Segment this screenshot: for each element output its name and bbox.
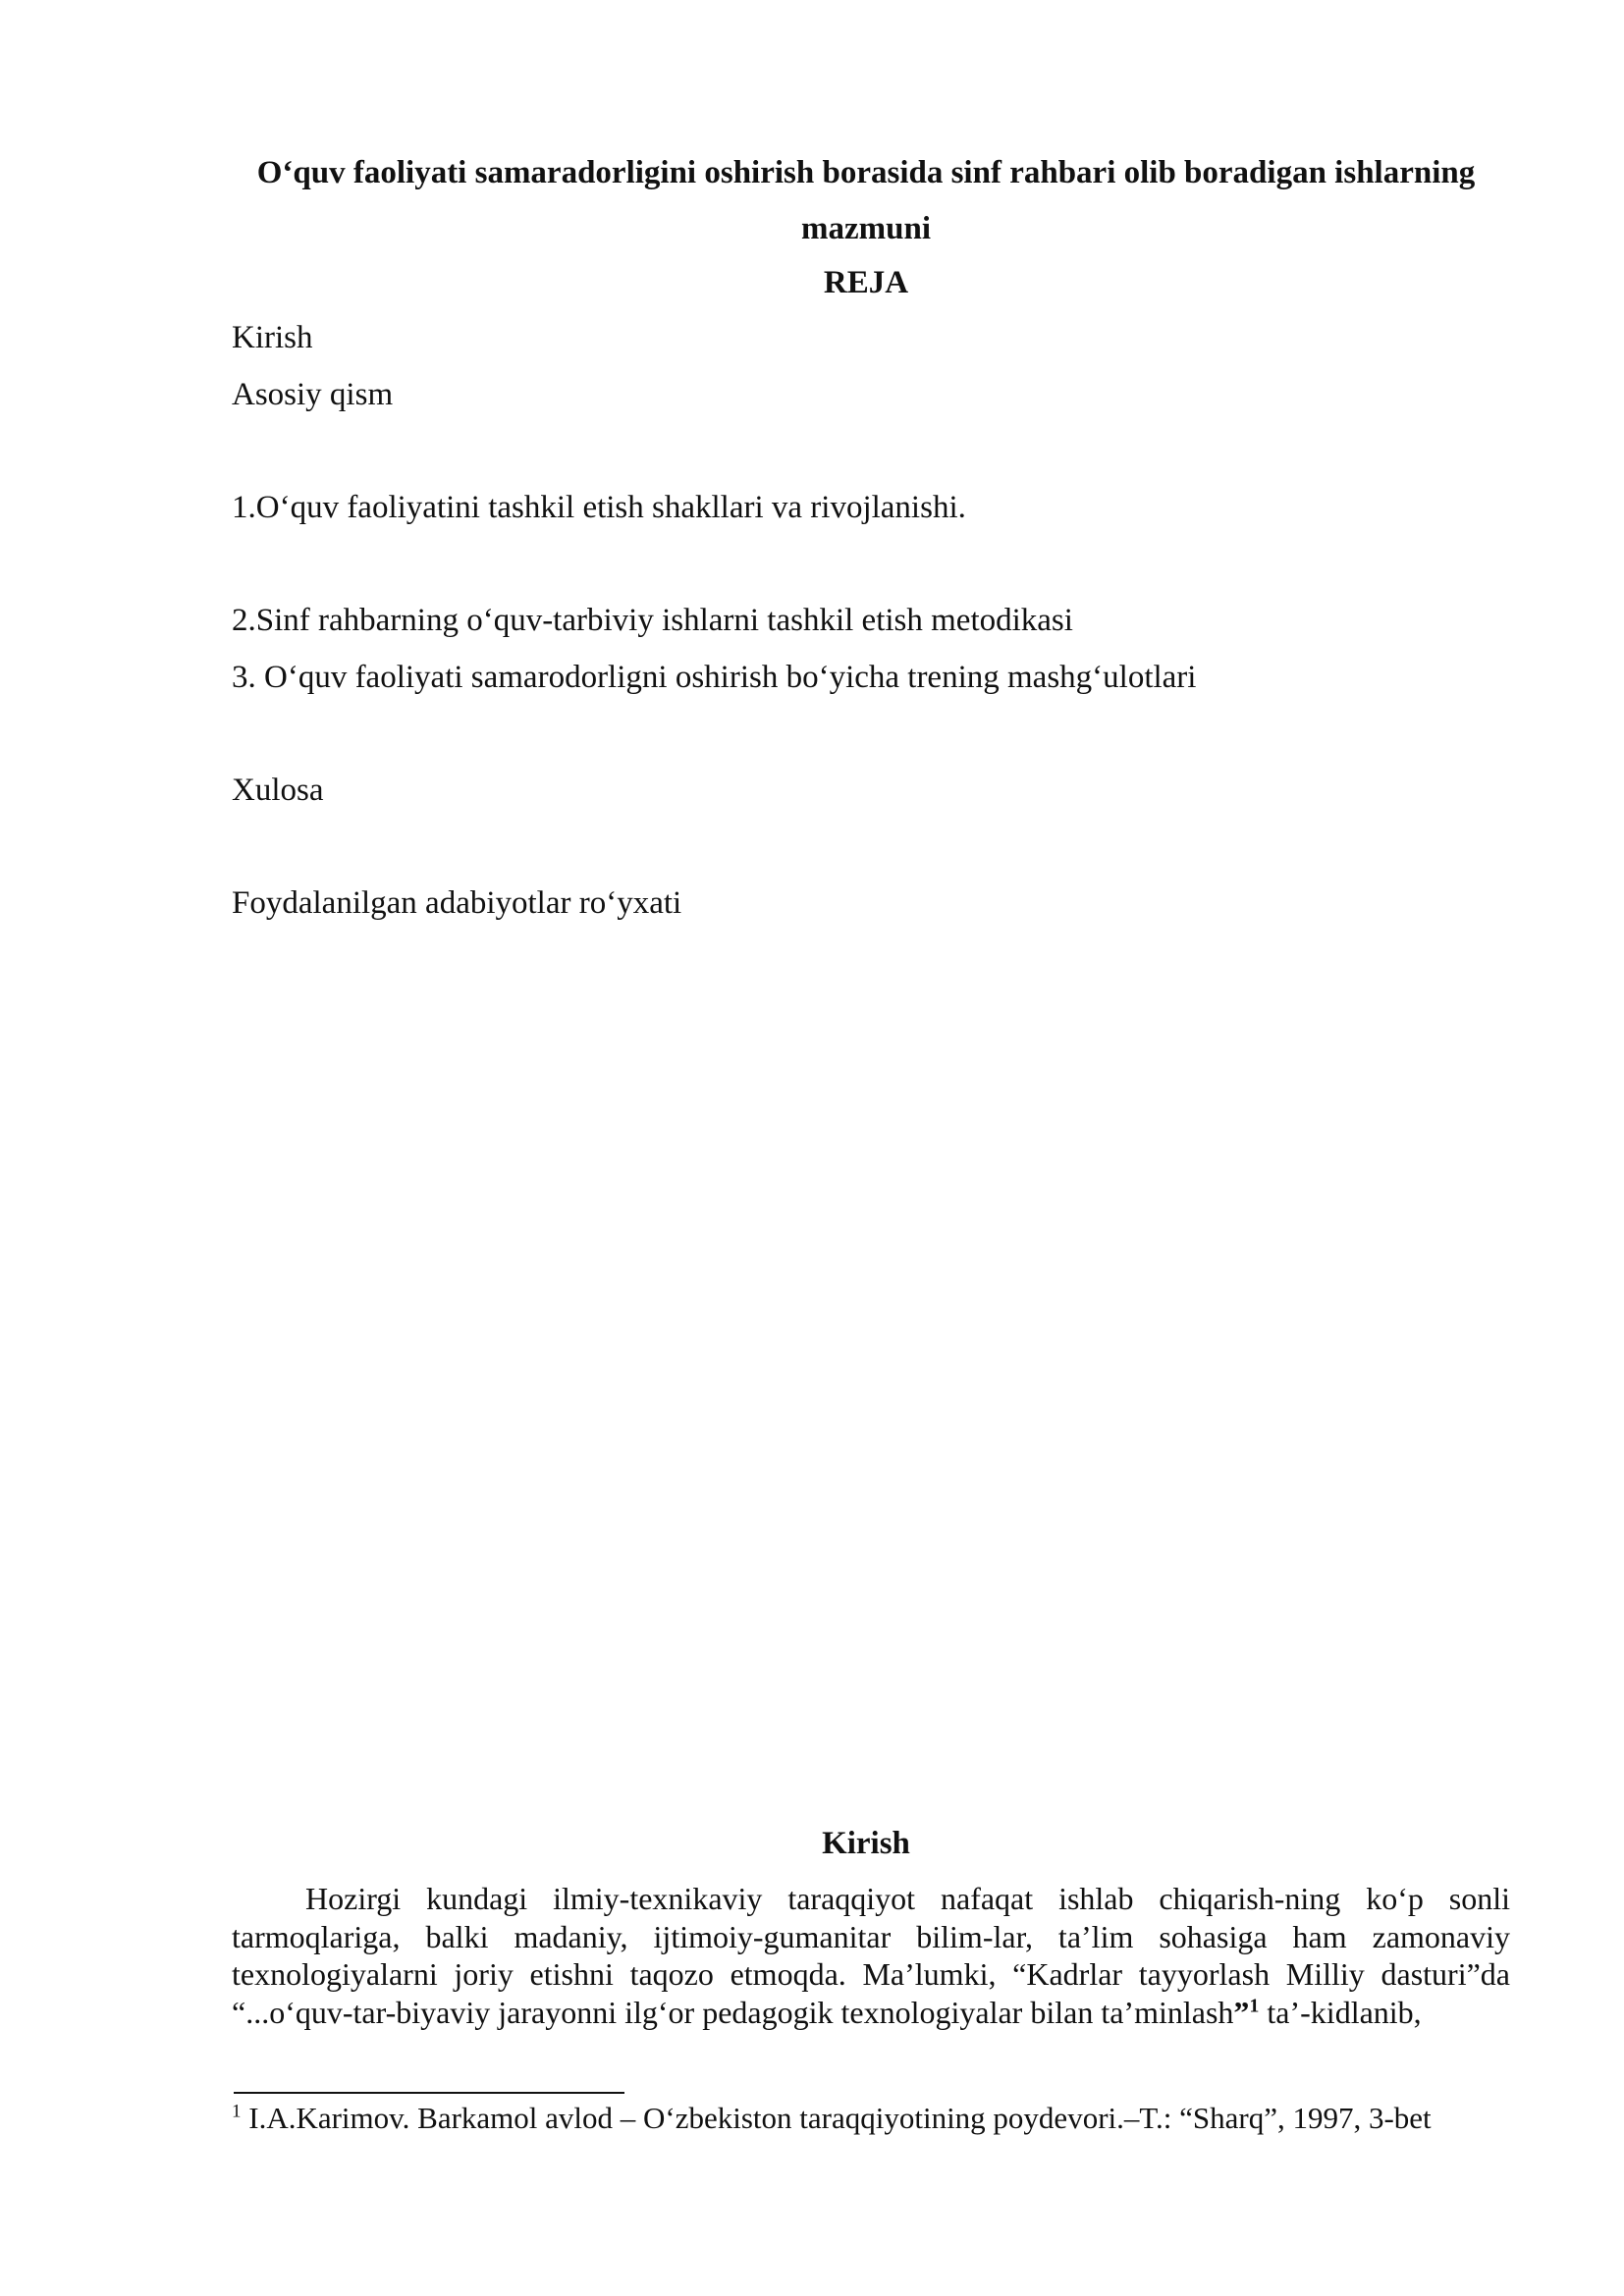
plan-item-1: 1.O‘quv faoliyatini tashkil etish shakllari va rivojlanishi.: [232, 490, 966, 525]
plan-item-main-part: Asosiy qism: [232, 377, 394, 412]
footnote: [232, 2101, 1432, 2136]
plan-heading: REJA: [823, 265, 909, 300]
footnote-reference: 1: [1249, 1994, 1260, 2016]
document-title: O‘quv faoliyati samaradorligini oshirish borasida sinf rahbari olib boradigan ishlarning mazmuni: [256, 155, 1476, 246]
footnote-text: I.A.Karimov. Barkamol avlod – O‘zbekiston taraqqiyotining poydevori.–T.: “Sharq”, 1997, 3-bet: [241, 2101, 1432, 2135]
plan-item-intro: Kirish: [232, 320, 313, 355]
intro-heading: Kirish: [822, 1826, 910, 1861]
plan-item-conclusion: Xulosa: [232, 773, 324, 808]
intro-text: Hozirgi kundagi ilmiy-texnikaviy taraqqiyot nafaqat ishlab chiqarish-ning ko‘p sonli tarmoqlariga, balki madaniy, ijtimoiy-gumanitar bilim-lar, ta’lim sohasiga ham zamonaviy texnologiyalarni joriy etishni taqozo etmoqda. Ma’lumki, “Kadrlar tayyorlash Milliy dasturi”da “...o‘quv-tar-biyaviy jarayonni ilg‘or pedagogik texnologiyalar bilan ta’minlash: [232, 1881, 1510, 2030]
plan-item-2: 2.Sinf rahbarning o‘quv-tarbiviy ishlarni tashkil etish metodikasi: [232, 603, 1073, 638]
intro-quote-close: ”: [1233, 1994, 1250, 2030]
footnote-separator: [234, 2092, 624, 2094]
plan-item-3: 3. O‘quv faoliyati samarodorligni oshirish bo‘yicha trening mashg‘ulotlari: [232, 660, 1197, 695]
footnote-number: 1: [232, 2101, 242, 2122]
intro-paragraph: [232, 1880, 1510, 2031]
intro-text-tail: ta’-kidlanib,: [1259, 1994, 1422, 2030]
plan-item-references: Foydalanilgan adabiyotlar ro‘yxati: [232, 885, 682, 921]
